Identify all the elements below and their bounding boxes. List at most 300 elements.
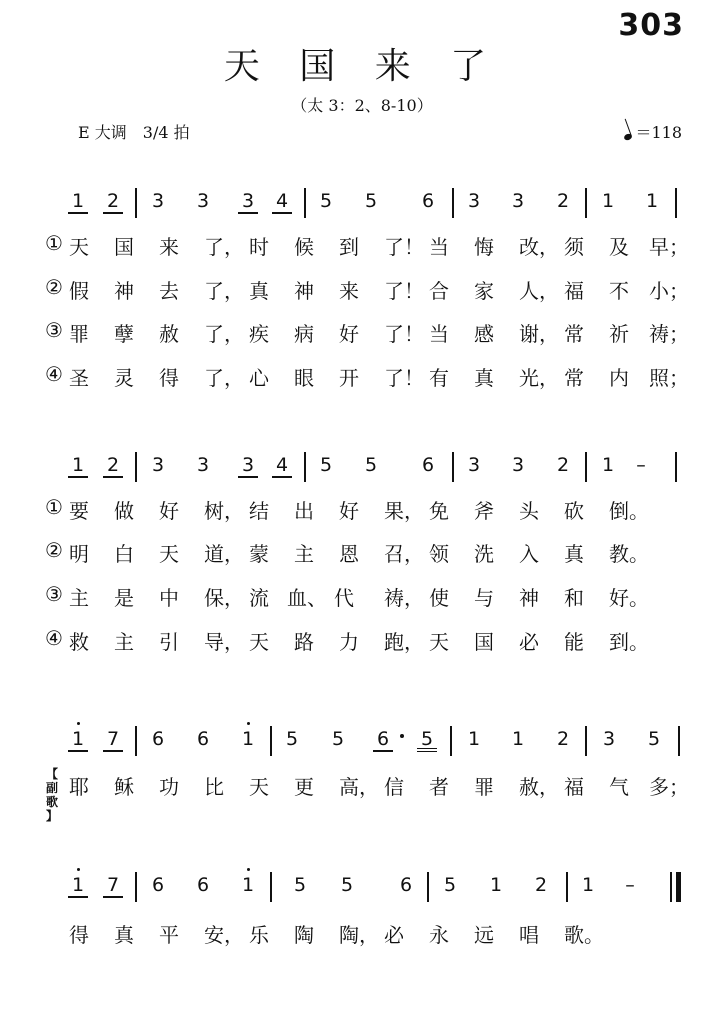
verse-number: ④ — [45, 626, 63, 650]
lyric-char: 家 — [474, 279, 494, 303]
note — [68, 454, 88, 478]
lyric-char: 信 — [384, 775, 404, 799]
note — [464, 454, 484, 476]
lyric-char: 赦 — [159, 322, 179, 346]
lyric-char: 天 — [69, 235, 89, 259]
note — [148, 728, 168, 750]
note-digit: 3 — [196, 190, 210, 212]
note-digit: 3 — [241, 454, 255, 476]
final-barline-thick — [676, 872, 681, 902]
verse-number: ④ — [45, 362, 63, 386]
verse-number: ① — [45, 495, 63, 519]
note-digit: 6 — [421, 190, 435, 212]
lyric-line — [0, 275, 724, 305]
note — [103, 874, 123, 898]
lyric-char: 能 — [564, 630, 584, 654]
lyric-char: 罪 — [474, 775, 494, 799]
lyric-char: 圣 — [69, 366, 89, 390]
lyric-char: 乐 — [249, 923, 269, 947]
lyric-char: 明 — [69, 542, 89, 566]
note — [464, 728, 484, 750]
lyric-char: 了， — [204, 279, 244, 303]
lyric-char: 常 — [564, 322, 584, 346]
lyric-char: 悔 — [474, 235, 494, 259]
lyric-char: 天 — [159, 542, 179, 566]
lyric-char: 灵 — [114, 366, 134, 390]
lyric-char: 候 — [294, 235, 314, 259]
note — [598, 190, 618, 212]
lyric-char: 高， — [339, 775, 379, 799]
note — [598, 454, 618, 476]
note — [417, 728, 437, 752]
note — [418, 190, 438, 212]
lyric-char: 洗 — [474, 542, 494, 566]
lyric-char: 道， — [204, 542, 244, 566]
note-digit: 7 — [106, 728, 120, 750]
lyric-char: 白 — [114, 542, 134, 566]
note-digit: 5 — [340, 874, 354, 896]
lyric-char: 者 — [429, 775, 449, 799]
lyric-char: 到 — [339, 235, 359, 259]
lyric-char: 福 — [564, 775, 584, 799]
note-digit: 3 — [467, 454, 481, 476]
note-digit: 3 — [511, 454, 525, 476]
note — [148, 190, 168, 212]
note — [103, 190, 123, 214]
lyric-char: 罪 — [69, 322, 89, 346]
note-digit: 1 — [489, 874, 503, 896]
barline — [135, 872, 137, 902]
lyric-char: 光， — [519, 366, 559, 390]
lyric-line — [0, 362, 724, 392]
note — [508, 454, 528, 476]
note-digit: 6 — [151, 728, 165, 750]
note-digit: 2 — [556, 454, 570, 476]
note-digit: 5 — [319, 454, 333, 476]
note-digit: – — [625, 874, 635, 896]
note — [578, 874, 598, 896]
note — [508, 728, 528, 750]
note-digit: 3 — [151, 454, 165, 476]
lyric-char: 心 — [249, 366, 269, 390]
note — [373, 728, 393, 752]
barline — [675, 452, 677, 482]
lyric-char: 稣 — [114, 775, 134, 799]
lyric-char: 病 — [294, 322, 314, 346]
lyric-char: 有 — [429, 366, 449, 390]
lyric-line — [0, 538, 724, 568]
lyric-char: 主 — [294, 542, 314, 566]
lyric-char: 陶 — [294, 923, 314, 947]
verse-number: ① — [45, 231, 63, 255]
quarter-note-icon — [624, 133, 634, 141]
lyric-char: 引 — [159, 630, 179, 654]
notes-row — [0, 450, 724, 484]
lyric-char: 照； — [649, 366, 689, 390]
note — [553, 190, 573, 212]
lyric-char: 救 — [69, 630, 89, 654]
lyric-char: 主 — [69, 586, 89, 610]
lyric-char: 好。 — [609, 586, 649, 610]
lyric-char: 入 — [519, 542, 539, 566]
note — [440, 874, 460, 896]
lyric-char: 安， — [204, 923, 244, 947]
note — [68, 874, 88, 898]
lyric-char: 不 — [609, 279, 629, 303]
note — [282, 728, 302, 750]
note-digit: 3 — [511, 190, 525, 212]
lyric-char: 开 — [339, 366, 359, 390]
lyric-char: 中 — [159, 586, 179, 610]
note — [68, 190, 88, 214]
lyric-char: 天 — [249, 775, 269, 799]
refrain-tag-char: 歌 — [45, 795, 58, 809]
high-octave-dot — [247, 868, 250, 871]
lyric-char: 是 — [114, 586, 134, 610]
lyric-char: 得 — [69, 923, 89, 947]
lyric-char: 功 — [159, 775, 179, 799]
note — [361, 454, 381, 476]
lyric-char: 代 — [334, 586, 354, 610]
lyric-char: 疾 — [249, 322, 269, 346]
note — [531, 874, 551, 896]
lyric-char: 教。 — [609, 542, 649, 566]
lyric-char: 比 — [204, 775, 224, 799]
lyric-char: 去 — [159, 279, 179, 303]
lyric-char: 和 — [564, 586, 584, 610]
barline — [452, 188, 454, 218]
lyric-char: 祷， — [384, 586, 424, 610]
note-digit: 5 — [420, 728, 434, 750]
barline — [585, 452, 587, 482]
lyric-char: 真 — [564, 542, 584, 566]
lyric-char: 导， — [204, 630, 244, 654]
barline — [427, 872, 429, 902]
lyric-char: 须 — [564, 235, 584, 259]
lyric-char: 使 — [429, 586, 449, 610]
note-digit: 6 — [421, 454, 435, 476]
note-digit: 5 — [443, 874, 457, 896]
barline — [450, 726, 452, 756]
note — [290, 874, 310, 896]
lyric-char: 好 — [339, 499, 359, 523]
lyric-char: 神 — [294, 279, 314, 303]
barline — [566, 872, 568, 902]
note-digit: 3 — [467, 190, 481, 212]
high-octave-dot — [77, 722, 80, 725]
lyric-char: 合 — [429, 279, 449, 303]
lyric-char: 祷； — [649, 322, 689, 346]
lyric-char: 要 — [69, 499, 89, 523]
note-digit: 1 — [241, 728, 255, 750]
lyric-char: 了！ — [384, 235, 424, 259]
note — [238, 874, 258, 896]
barline — [270, 726, 272, 756]
barline — [678, 726, 680, 756]
lyric-char: 及 — [609, 235, 629, 259]
lyric-char: 主 — [114, 630, 134, 654]
lyric-char: 了， — [204, 235, 244, 259]
lyric-char: 人， — [519, 279, 559, 303]
tempo-marking — [624, 120, 682, 143]
barline — [585, 726, 587, 756]
note — [272, 454, 292, 478]
note — [103, 454, 123, 478]
lyric-char: 恩 — [339, 542, 359, 566]
lyric-char: 了！ — [384, 366, 424, 390]
lyric-char: 气 — [609, 775, 629, 799]
lyric-char: 赦， — [519, 775, 559, 799]
high-octave-dot — [77, 868, 80, 871]
lyric-char: 平 — [159, 923, 179, 947]
note-digit: 5 — [293, 874, 307, 896]
verse-number: ③ — [45, 582, 63, 606]
note — [642, 190, 662, 212]
note — [193, 728, 213, 750]
lyric-char: 耶 — [69, 775, 89, 799]
note — [148, 454, 168, 476]
note-digit: 2 — [106, 454, 120, 476]
note-digit: – — [636, 454, 646, 476]
note-digit: 1 — [241, 874, 255, 896]
lyric-char: 永 — [429, 923, 449, 947]
notes-row — [0, 186, 724, 220]
lyric-char: 召， — [384, 542, 424, 566]
lyric-char: 时 — [249, 235, 269, 259]
key-signature: E 大调 3/4 拍 — [78, 123, 190, 142]
lyric-char: 出 — [294, 499, 314, 523]
lyric-char: 真 — [249, 279, 269, 303]
note — [316, 454, 336, 476]
lyric-char: 谢， — [519, 322, 559, 346]
lyric-char: 来 — [159, 235, 179, 259]
note — [396, 874, 416, 896]
lyric-char: 倒。 — [609, 499, 649, 523]
sustain-dash — [631, 454, 651, 476]
lyric-char: 祈 — [609, 322, 629, 346]
lyric-char: 陶， — [339, 923, 379, 947]
note-digit: 4 — [275, 454, 289, 476]
high-octave-dot — [247, 722, 250, 725]
note — [337, 874, 357, 896]
note — [553, 454, 573, 476]
lyric-char: 了， — [204, 322, 244, 346]
note-digit: 5 — [319, 190, 333, 212]
note-digit: 1 — [601, 190, 615, 212]
note — [148, 874, 168, 896]
lyric-char: 国 — [114, 235, 134, 259]
note — [68, 728, 88, 752]
note-digit: 1 — [71, 454, 85, 476]
note-digit: 2 — [556, 190, 570, 212]
note-digit: 1 — [581, 874, 595, 896]
final-barline-thin — [670, 872, 672, 902]
lyric-char: 做 — [114, 499, 134, 523]
lyric-char: 得 — [159, 366, 179, 390]
lyric-line — [0, 919, 724, 949]
lyric-line — [0, 582, 724, 612]
barline — [270, 872, 272, 902]
lyric-char: 了！ — [384, 322, 424, 346]
note-digit: 5 — [331, 728, 345, 750]
note-digit: 2 — [534, 874, 548, 896]
note — [238, 728, 258, 750]
lyric-char: 结 — [249, 499, 269, 523]
note-digit: 3 — [196, 454, 210, 476]
lyric-char: 感 — [474, 322, 494, 346]
lyric-char: 好 — [159, 499, 179, 523]
lyric-char: 跑， — [384, 630, 424, 654]
verse-number: ② — [45, 538, 63, 562]
lyric-char: 必 — [519, 630, 539, 654]
barline — [675, 188, 677, 218]
lyric-line — [0, 771, 724, 801]
lyric-char: 唱 — [519, 923, 539, 947]
barline — [135, 452, 137, 482]
lyric-char: 改， — [519, 235, 559, 259]
lyric-char: 来 — [339, 279, 359, 303]
lyric-char: 真 — [114, 923, 134, 947]
note-digit: 1 — [71, 728, 85, 750]
note — [418, 454, 438, 476]
note-digit: 3 — [151, 190, 165, 212]
notes-row — [0, 870, 724, 904]
lyric-char: 国 — [474, 630, 494, 654]
note-digit: 4 — [275, 190, 289, 212]
note — [103, 728, 123, 752]
note — [464, 190, 484, 212]
note-digit: 6 — [151, 874, 165, 896]
lyric-char: 斧 — [474, 499, 494, 523]
note-digit: 1 — [601, 454, 615, 476]
lyric-char: 到。 — [609, 630, 649, 654]
lyric-char: 孽 — [114, 322, 134, 346]
lyric-char: 福 — [564, 279, 584, 303]
lyric-char: 果， — [384, 499, 424, 523]
lyric-char: 了！ — [384, 279, 424, 303]
lyric-char: 力 — [339, 630, 359, 654]
note — [316, 190, 336, 212]
refrain-tag-bracket-close: 】 — [45, 809, 58, 823]
lyric-char: 与 — [474, 586, 494, 610]
page-number: 303 — [618, 8, 684, 43]
note — [644, 728, 664, 750]
lyric-char: 假 — [69, 279, 89, 303]
note-digit: 5 — [285, 728, 299, 750]
lyric-char: 早； — [649, 235, 689, 259]
barline — [304, 188, 306, 218]
note — [272, 190, 292, 214]
lyric-char: 树， — [204, 499, 244, 523]
note-digit: 2 — [556, 728, 570, 750]
note-digit: 3 — [241, 190, 255, 212]
lyric-char: 天 — [249, 630, 269, 654]
note — [599, 728, 619, 750]
note — [553, 728, 573, 750]
lyric-char: 路 — [294, 630, 314, 654]
note — [508, 190, 528, 212]
lyric-line — [0, 495, 724, 525]
lyric-char: 免 — [429, 499, 449, 523]
lyric-char: 当 — [429, 322, 449, 346]
note — [328, 728, 348, 750]
refrain-tag-bracket-open: 【 — [45, 767, 58, 781]
barline — [135, 188, 137, 218]
verse-number: ③ — [45, 318, 63, 342]
lyric-char: 神 — [519, 586, 539, 610]
lyric-char: 砍 — [564, 499, 584, 523]
note-digit: 3 — [602, 728, 616, 750]
note — [361, 190, 381, 212]
lyric-char: 常 — [564, 366, 584, 390]
lyric-char: 头 — [519, 499, 539, 523]
note — [193, 454, 213, 476]
note — [486, 874, 506, 896]
notes-row — [0, 724, 724, 758]
lyric-char: 神 — [114, 279, 134, 303]
note-digit: 5 — [364, 190, 378, 212]
lyric-char: 远 — [474, 923, 494, 947]
note-digit: 6 — [376, 728, 390, 750]
lyric-char: 多； — [649, 775, 689, 799]
lyric-char: 血、 — [287, 586, 327, 610]
note-digit: 1 — [467, 728, 481, 750]
note-digit: 6 — [399, 874, 413, 896]
lyric-char: 了， — [204, 366, 244, 390]
barline — [452, 452, 454, 482]
refrain-tag-char: 副 — [45, 781, 58, 795]
lyric-char: 必 — [384, 923, 404, 947]
note-digit: 6 — [196, 874, 210, 896]
barline — [135, 726, 137, 756]
note — [193, 190, 213, 212]
lyric-char: 流 — [249, 586, 269, 610]
augmentation-dot — [400, 734, 404, 738]
lyric-char: 领 — [429, 542, 449, 566]
lyric-line — [0, 231, 724, 261]
lyric-char: 歌。 — [564, 923, 604, 947]
lyric-line — [0, 626, 724, 656]
note-digit: 1 — [71, 190, 85, 212]
lyric-char: 好 — [339, 322, 359, 346]
note-digit: 2 — [106, 190, 120, 212]
lyric-char: 天 — [429, 630, 449, 654]
lyric-line — [0, 318, 724, 348]
sustain-dash — [620, 874, 640, 896]
lyric-char: 保， — [204, 586, 244, 610]
note-digit: 7 — [106, 874, 120, 896]
note-digit: 6 — [196, 728, 210, 750]
lyric-char: 蒙 — [249, 542, 269, 566]
note-digit: 5 — [647, 728, 661, 750]
note-digit: 1 — [511, 728, 525, 750]
barline — [585, 188, 587, 218]
song-title: 天 国 来 了 — [223, 46, 501, 87]
verse-number: ② — [45, 275, 63, 299]
note-digit: 1 — [645, 190, 659, 212]
note — [238, 190, 258, 214]
lyric-char: 更 — [294, 775, 314, 799]
lyric-char: 真 — [474, 366, 494, 390]
barline — [304, 452, 306, 482]
scripture-reference: （太 3：2、8-10） — [291, 96, 433, 115]
lyric-char: 小； — [649, 279, 689, 303]
note — [238, 454, 258, 478]
tempo-value: ＝118 — [635, 123, 682, 142]
note — [193, 874, 213, 896]
lyric-char: 眼 — [294, 366, 314, 390]
lyric-char: 当 — [429, 235, 449, 259]
